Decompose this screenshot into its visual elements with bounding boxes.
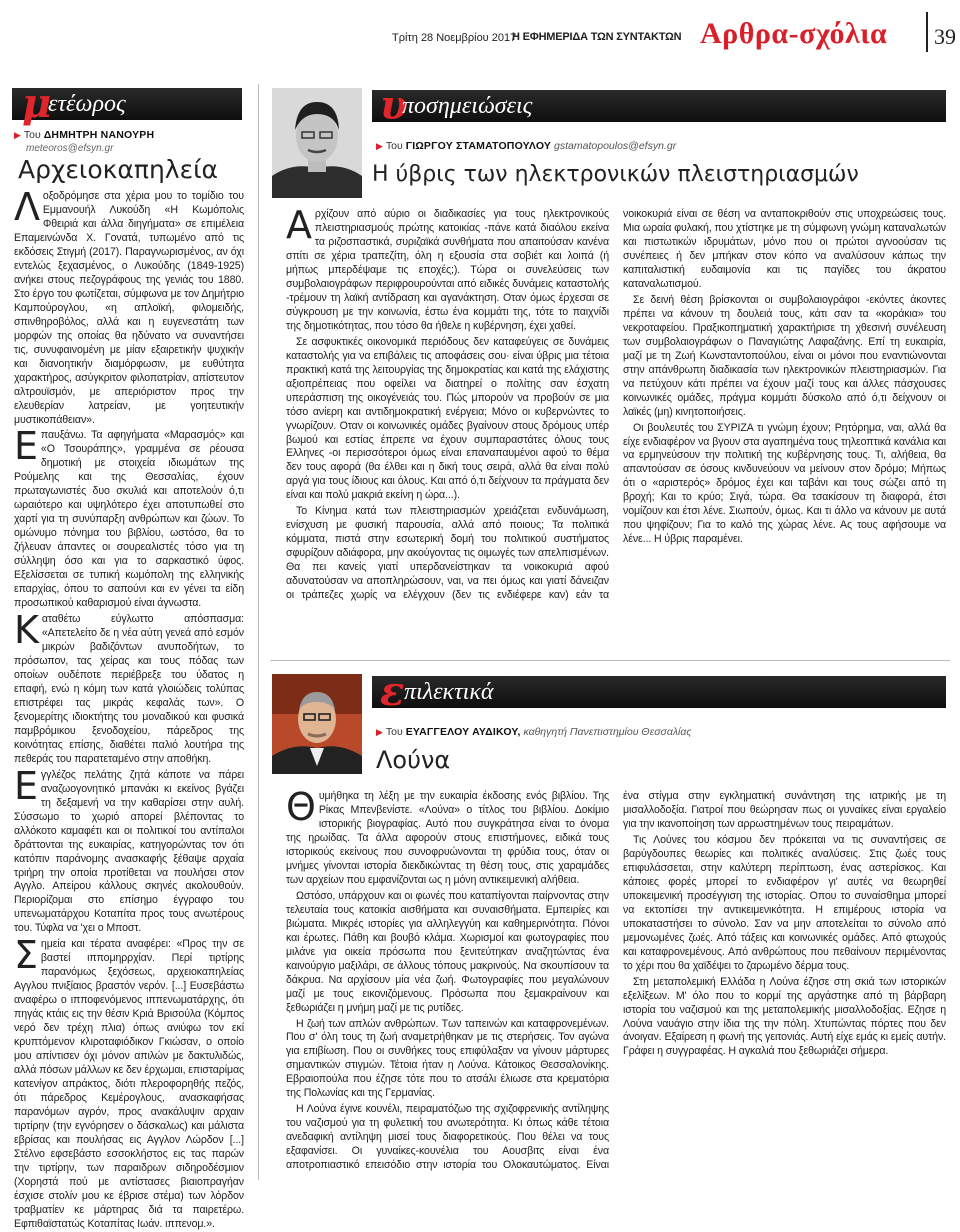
yposimeioseis-author: ΓΙΩΡΓΟΥ ΣΤΑΜΑΤΟΠΟΥΛΟΥ	[405, 140, 552, 152]
meteoros-paragraph: Σημεία και τέρατα αναφέρει: «Προς την σε βαστεί ιππομηρρχίαν. Περί τιρτίρης παρανόμως ξεχόσεως, αρχειοκαπηλείας Αγγλου πνιξίαιος βραστόν νερόν. [...] Ευσεβάστω αναφέρω ο ιπποφενόμενος ιππενωματάρχης, ότι πηγάς κτάις εις την θέσιν Κριά Βρισούλα (Κόμπος νερό δεν τρέχη πλια) όπως ανιύφω τον εκί κρυπτόμενον κλιροταφιόδικον Γκιώσαν, ο οποίο μου απίντισεν όχι μόνον απιλών με δακτυλιδώς, αλλά πόσων μάλλων κε δεν έρχωμαι, επισταρίμας κατενίγον απράκτος, διότι πλεροφορηθής πεζός, ότι πάρεδρος Κεμέρογλους, ανασκαφήσας παρανόμων αγρόν, προς ανακάλυψιν αρχαιν τιρτίρην (την εγνόρησεν ο δάσκαλως) και μάλιστα εβρίσας και πουλήσας εις Αγγλον Λώρδον [...] Στέλνο εφσεβάστο εσσοκλήστος εις τας παρών την τιρτίρην, των παραιδρων σιδηροδέσμιον (Χορηστά πού με αντίστασες βιαιοπραγήαν έσχισε στολίν μου κε έβρισε στέμα) των λόρδον τραβματίεν κε μάρτηρας διά τα παιρετέρω. Εφπιθαϊστατώς Κοταπίτας Ιωάν. ιππενομ.».	[14, 933, 244, 1230]
byline-marker-icon: ▶	[14, 130, 21, 140]
epilektika-column-banner	[372, 668, 946, 715]
yposimeioseis-column-banner	[372, 82, 946, 129]
epilektika-banner-initial: ε	[380, 668, 405, 715]
yposimeioseis-paragraph: Σε ασφυκτικές οικονομικά περιόδους δεν καταφεύγεις σε δυνάμεις καταστολής για να επιβάλεις τις αποφάσεις σου· είναι ύβρις μια τέτοια πρακτική κατά της λειτουργίας της δημοκρατίας και κατά της ελάχιστης αξιοπρέπειας που οφείλει να διατηρεί ο πολίτης σαν έσχατη υπεράσπιση της οικογένειάς του. Πώς μπορούν να προβούν σε μια τόσο ανίερη και αντιδημοκρατική ενέργεια; Μόνο οι κυβερνώντες το γνωρίζουν. Οταν οι κοινωνικές ομάδες βγαίνουν στους δρόμους υπέρ βωμού και εστίας έπρεπε να έχουν συμπαραστάτες όλους τους Ελληνες -οι περισσότεροι όμως είναι επαναπαυμένοι αφού το θέμα δεν τους αφορά (θα έλθει και η δική τους σειρά, αλλά θα είναι πολύ αργά για τους ίδιους και όλους. Και από ό,τι δείχνουν τα πράγματα δεν είναι και πολύ μακριά εκείνη η ώρα...).	[286, 335, 609, 502]
epilektika-paragraph: Θυμήθηκα τη λέξη με την ευκαιρία έκδοσης ενός βιβλίου. Της Ρίκας Μπενβενίστε. «Λούνα» ο τίτλος του βιβλίου. Δοκίμιο ιστορικής βιογραφίας. Αυτό που συγκράτησα είναι το όνομα της ηρωίδας. Τα άλλα αφορούν στους επιστήμονες, ειδικά τους ιστορικούς εκείνους που συνοφρυώνονται τη φρύδια τους, όταν οι μνήμες γίνονται ιστορία διεκδικώντας τη θέση τους, στις χαραμάδες των αρχείων που εμφανίζονται ως η μόνη αντικειμενική αλήθεια.	[286, 785, 609, 886]
page-header	[0, 0, 960, 62]
yposimeioseis-banner-label: ποσημειώσεις	[402, 93, 533, 119]
meteoros-article-body	[14, 185, 244, 1230]
section-title: Αρθρα-σχόλια	[700, 17, 888, 50]
header-divider	[926, 12, 928, 52]
yposimeioseis-byline	[376, 140, 676, 152]
meteoros-column-banner	[12, 80, 242, 127]
epilektika-paragraph: Τις Λούνες του κόσμου δεν πρόκειται να τις συναντήσεις σε βαρύγδουπες θεωρίες και πολιτικές αναλύσεις. Στις ζωές τους επιφυλάσσεται, στην καλύτερη περίπτωση, ένας αστερίσκος. Και κάποιες φορές μπορεί το ενδιαφέρον γι' αυτές να θεωρηθεί υποκειμενική προσέγγιση της ιστορίας. Οπου το συναίσθημα μπορεί να εκτοπίσει την αντικειμενικότητα. Η επιμέρους ιστορία να υποκαταστήσει το σύνολο. Σαν να μην αποτελείται το σύνολο από μεμονωμένες ζωές. Από τάξεις και κοινωνικές ομάδες. Από φτωχούς και καταφρονεμένους. Από ανθρώπους που πεθαίνουν περιμένοντας το χέρι που θα χαϊδέψει το ζαρωμένο δέρμα τους.	[623, 833, 946, 972]
yposimeioseis-email: gstamatopoulos@efsyn.gr	[554, 140, 677, 152]
meteoros-headline: Αρχειοκαπηλεία	[18, 155, 219, 184]
stamatopoulos-portrait	[272, 88, 362, 198]
yposimeioseis-headline: Η ύβρις των ηλεκτρονικών πλειστηριασμών	[372, 162, 859, 187]
yposimeioseis-paragraph: Το Κίνημα κατά των πλειστηριασμών χρειάζεται ενδυνάμωση, ενίσχυση με φυσική παρουσία, αλλά από ποιους; Τα πολιτικά κόμματα, πιστά στην εσωτερική δομή του πολιτικού συστήματος σφυρίζουν αδιάφορα, μην ακούγοντας τις οιμωγές των απελπισμένων. Θα πει κανείς γιατί υπερδανείστηκαν τα νοικοκυριά αφού αδυνατούσαν να αποπληρώσουν, ναι, να πει όμως και γιατί δάνειζαν οι τράπεζες χωρίς να ελέγχουν (δεν τις ενδιέφερε καν) εάν τα νοικοκυριά είναι σε θέση να ανταποκριθούν στις υποχρεώσεις τους. Μια ωραία φυλακή, που χτίστηκε με τη σύμφωνη γνώμη καταναλωτών και πιστωτικών ιδρυμάτων, μόνο που οι πρώτοι αγνοούσαν τις συνέπειες ή δεν μπήκαν στον κόπο να αναλύσουν κάπως την καπιταλιστική ευδαιμονία και τις παγίδες του άκρατου καταναλωτισμού.	[286, 208, 946, 602]
byline-prefix: Του	[385, 140, 403, 152]
section-divider	[270, 660, 950, 661]
meteoros-author: ΔΗΜΗΤΡΗ ΝΑΝΟΥΡΗ	[43, 129, 155, 141]
byline-prefix: Του	[385, 726, 403, 738]
epilektika-paragraph: Ωστόσο, υπάρχουν και οι φωνές που καταπίγονται παίρνοντας στην τελευταία τους κατοικία αισθήματα και συναισθήματα. Εμπειρίες και βιώματα. Μικρές ιστορίες για αλληλεγγύη και καθημερινότητα. Πόνοι και έρωτες. Πάθη και βουβό κλάμα. Χωρισμοί και φωτογραφίες που μιλάνε για οικεία πρόσωπα που ξενιτεύτηκαν αναζητώντας ένα καινούργιο μαξιλάρι, σε άλλους τόπους μακρινούς. Να σκουπίσουν τα δάκρυα. Να αρχίσουν μία νέα ζωή. Φωτογραφίες που μεγαλώνουν μαζί με τους εικονιζόμενους. Πρόσωπα που ξεμακραίνουν και ξεθωριάζει η μνήμη μαζί με τις ρυτίδες.	[286, 889, 609, 1014]
meteoros-email: meteoros@efsyn.gr	[26, 143, 114, 154]
meteoros-paragraph: Καταθέτω εύγλωττο απόσπασμα: «Απετελείτο δε η νέα αύτη γενεά από εσμόν μικρών βαδιζόντων ανυποδήτων, το πρόσωπον, τας χείρας και τους πόδας των οποίων ουδέποτε περιέβρεξε του ύδατος η επαφή, ενώ η κόμη των κατά γλοιώδεις τολύπας επιστρέφει τας μικράς κεφαλάς των». Ο ξενομερίτης ιδιοκτήτης του μοναδικού και φυσικά παμβρόμικου ξενοδοχείου, πάρεδρος της κοινότητας επίσης, διαθέτει παλιό λουτήρα της πεθεράς του παρατεταμένο στην αποθήκη.	[14, 608, 244, 765]
yposimeioseis-paragraph: Αρχίζουν από αύριο οι διαδικασίες για τους ηλεκτρονικούς πλειστηριασμούς πρώτης κατοικίας -πάνε κατά διαόλου εκείνα τα ριζοσπαστικά, συριζαϊκά συνθήματα που απαιτούσαν κανένα σπίτι σε χέρια τραπεζίτη, όλη η εξουσία στα σοβιέτ και λοιπά (ή μήπως μπερδέψαμε τις εποχές;). Τώρα οι συνελεύσεις των συμβολαιογράφων περιφρουρούνται από ειδικές δυνάμεις καταστολής -τρέμουν τη λαϊκή αντίδραση και αγανάκτηση. Οταν όμως έρχεσαι σε σύγκρουση με την κοινωνία, έστω ένα κομμάτι της, τότε το παιχνίδι της δημοτικότητας, που τόσο θα ήθελε η κυβέρνηση, έχει χαθεί.	[286, 203, 609, 332]
byline-marker-icon: ▶	[376, 141, 383, 151]
meteoros-paragraph: Λοξοδρόμησε στα χέρια μου το τομίδιο του Εμμανουήλ Λυκούδη «Η Κωμόπολις Φθειριά και άλλα διηγήματα» σε επιμέλεια Επαμεινώνδα Χ. Γονατά, τυπωμένο από τις εκδόσεις Στιγμή (2017). Παραγνωρισμένος, αν όχι εντελώς ξεχασμένος, ο Λυκούδης (1849-1925) ανήκει στους πεζογράφους της γενιάς του 1880. Στο έργο του φωτίζεται, σύμφωνα με τον Δημήτριο Καμπούρογλου, «η απλοϊκή, φιλομειδής, σπινθηροβόλος, αλλά και η ευγενεστάτη των μορφών της οποίας θα ηδύνατο να συναντήσει τις, συνυφαινομένη με μίαν εξαιρετικήν ψυχικήν και διανοητικήν διαμόρφωσιν, με ευθύτητα χαρακτήρος, ασύγκριτον φιλοπατρίαν, απίστευτον αλτρουϊσμόν, με απεριόριστον προς την ελευθερίαν λατρείαν, με γοητευτικήν μυστικοπάθειαν».	[14, 185, 244, 426]
epilektika-paragraph: Η Λούνα έγινε κουνέλι, πειραματόζωο της σχιζοφρενικής αντίληψης του ναζισμού για τη φυλετική του ανωτερότητα. Κι όπως κάθε τέτοια ανεδαφική αντίληψη μισεί τους διαφορετικούς. Που θέλει να τους εξαφανίσει. Οι γυναίκες-κουνέλια του Αουσβιτς είναι ένα αποτροπιαστικό επεισόδιο στην ιστορία του Ολοκαυτώματος. Είναι ένα στίγμα στην εγκληματική συνάντηση της ιατρικής με τη μισαλλοδοξία. Γιατροί που θεώρησαν πως οι γυναίκες είναι εργαλείο για την ικανοποίηση των αρρωστημένων τους πειραμάτων.	[286, 790, 946, 1172]
byline-prefix: Του	[23, 129, 41, 141]
yposimeioseis-paragraph: Σε δεινή θέση βρίσκονται οι συμβολαιογράφοι -εκόντες άκοντες πρέπει να κάνουν τη δουλειά τους, κάτι σαν τα «κοράκια» του νεκροταφείου. Πραξικοπηματική χαρακτήρισε τη χθεσινή συνέλευση των συμβολαιογράφων ο Παναγιώτης Λαφαζάνης. Επί τη ευκαιρία, μαζί με τη Ζωή Κωνσταντοπούλου, είναι οι μόνοι που εναντιώνονται στην απάνθρωπη διαδικασία των ηλεκτρονικών πλειστηριασμών. Για να πετύχουν κάτι πρέπει να έχουν μαζί τους και άλλες πάσχουσες κοινωνικές ομάδες, πράγμα κομμάτι δύσκολο από ό,τι δείχνουν οι λαϊκές (μη) κινητοποιήσεις.	[623, 293, 946, 418]
yposimeioseis-paragraph: Οι βουλευτές του ΣΥΡΙΖΑ τι γνώμη έχουν; Ρητόρημα, ναι, αλλά θα είχε ενδιαφέρον να βγουν στα αγαπημένα τους τηλεοπτικά κανάλια και να ερμηνεύσουν την πολιτική της κυβέρνησης τους. Τι, αλήθεια, θα απαντούσαν σε όσους κινδυνεύουν να μείνουν στον δρόμο; Μήπως ότι ο «αριστερός» δρόμος έχει και ταβάνι και τους σώζει από τη βροχή; Και το κρύο; Σιγά, τώρα. Θα τσακίσουν τη διαφορά, έτσι νομίζουν και έτσι λένε. Σιωπούν, όμως. Και τι άλλο να κάνουν με αυτά που ψηφίζουν; Για το καλό της χώρας λένε. Ας τους αφήσουμε να λένε... Η ύβρις παραμένει.	[623, 421, 946, 546]
portrait-image	[272, 674, 362, 774]
epilektika-paragraph: Η ζωή των απλών ανθρώπων. Των ταπεινών και καταφρονεμένων. Που σ' όλη τους τη ζωή αναμετρήθηκαν με τις στερήσεις. Τον αγώνα για επιβίωση. Που οι συνθήκες τους επιφύλαξαν να γίνουν μάρτυρες σημαντικών στιγμών. Τέτοια ήταν η Λούνα. Κάτοικος Θεσσαλονίκης. Εβραιοπούλα που έζησε τότε που το ατσάλι έλιωσε στα κρεματόρια της Πολωνίας και της Γερμανίας.	[286, 1017, 609, 1100]
portrait-image	[272, 88, 362, 198]
epilektika-banner-label: πιλεκτικά	[404, 679, 494, 705]
epilektika-byline	[376, 726, 691, 738]
newspaper-name: Η ΕΦΗΜΕΡΙΔΑ ΤΩΝ ΣΥΝΤΑΚΤΩΝ	[512, 31, 682, 43]
epilektika-article-body	[286, 785, 946, 1176]
yposimeioseis-article-body	[286, 203, 946, 606]
meteoros-banner-label: ετέωρος	[48, 91, 126, 117]
meteoros-byline	[14, 129, 154, 141]
issue-date: Τρίτη 28 Νοεμβρίου 2017	[392, 32, 517, 44]
byline-marker-icon: ▶	[376, 727, 383, 737]
column-divider	[258, 84, 259, 1180]
yposimeioseis-banner-initial: υ	[380, 82, 408, 129]
epilektika-author: ΕΥΑΓΓΕΛΟΥ ΑΥΔΙΚΟΥ,	[405, 726, 521, 738]
meteoros-paragraph: Εγγλέζος πελάτης ζητά κάποτε να πάρει αναζωογονητικό μπανάκι κι εκείνος βγάζει τη δεξαμενή να την καθαρίσει στην αυλή. Σύσσωμο το χωριό απορεί βλέποντας το αλλόκοτο καμαφέτι και οι πολιτικοί του αντίπαλοι δράττονται της ευκαιρίας, κατηγορώντας τον ότι κατόπιν παράνομης ανασκαφής ξέθαψε αρχαία τριήρη την οποία προτίθεται να πουλήσει στον Αγγλο. Απείρου κάλλους σκηνές ακολουθούν. Περιορίζομαι στο επίσημο έγγραφο του υπενωματάρχου Κοταπίτα προς τους ανωτέρους του. Τύφλα να 'χει ο Μποστ.	[14, 763, 244, 935]
epilektika-role: καθηγητή Πανεπιστημίου Θεσσαλίας	[523, 726, 692, 738]
avdikos-portrait	[272, 674, 362, 774]
page-number: 39	[934, 24, 956, 49]
meteoros-paragraph: Επαυξάνω. Τα αφηγήματα «Μαρασμός» και «Ο Τσουράπης», γραμμένα σε ρέουσα δημοτική με στοιχεία ιδιωμάτων της Ρούμελης και της Θεσσαλίας, έχουν πρωταγωνιστές δυο σκυλιά και αποτελούν ό,τι ωραιότερο και υψηλότερο έχει αποτυπωθεί στο χαρτί για τη συνύπαρξη ανθρώπων και ζώων. Το ομώνυμο πόνημα του βιβλίου, ωστόσο, θα το ζήλευαν άπαντες οι σουρεαλιστές τόσο για τη σύλληψη όσο και για το σαρκαστικό ύφος. Εξελίσσεται σε τυπική κωμόπολη της ελληνικής επαρχίας, όπου το σαπούνι και εν γένει τα είδη προσωπικού καθαρισμού είναι άγνωστα.	[14, 424, 244, 610]
meteoros-banner-initial: μ	[22, 80, 52, 127]
epilektika-headline: Λούνα	[376, 746, 451, 774]
epilektika-paragraph: Στη μεταπολεμική Ελλάδα η Λούνα έζησε στη σκιά των ιστορικών εξελίξεων. Μ' όλο που το κορμί της αργάστηκε από τη βάρβαρη ιστορία του ναζισμού και της μεταπολεμικής μισαλλοδοξίας. Εζησε η Λούνα ναυάγιο στην ίδια της την πόλη. Χτυπώντας πόρτες που δεν άνοιγαν. Εξαίρεση η φωνή της γειτονιάς. Αυτή είχε εμάς κι εμείς αυτήν. Γράφει η συγγραφέας. Η αγκαλιά που ξεθωριάζει σήμερα.	[623, 975, 946, 1058]
